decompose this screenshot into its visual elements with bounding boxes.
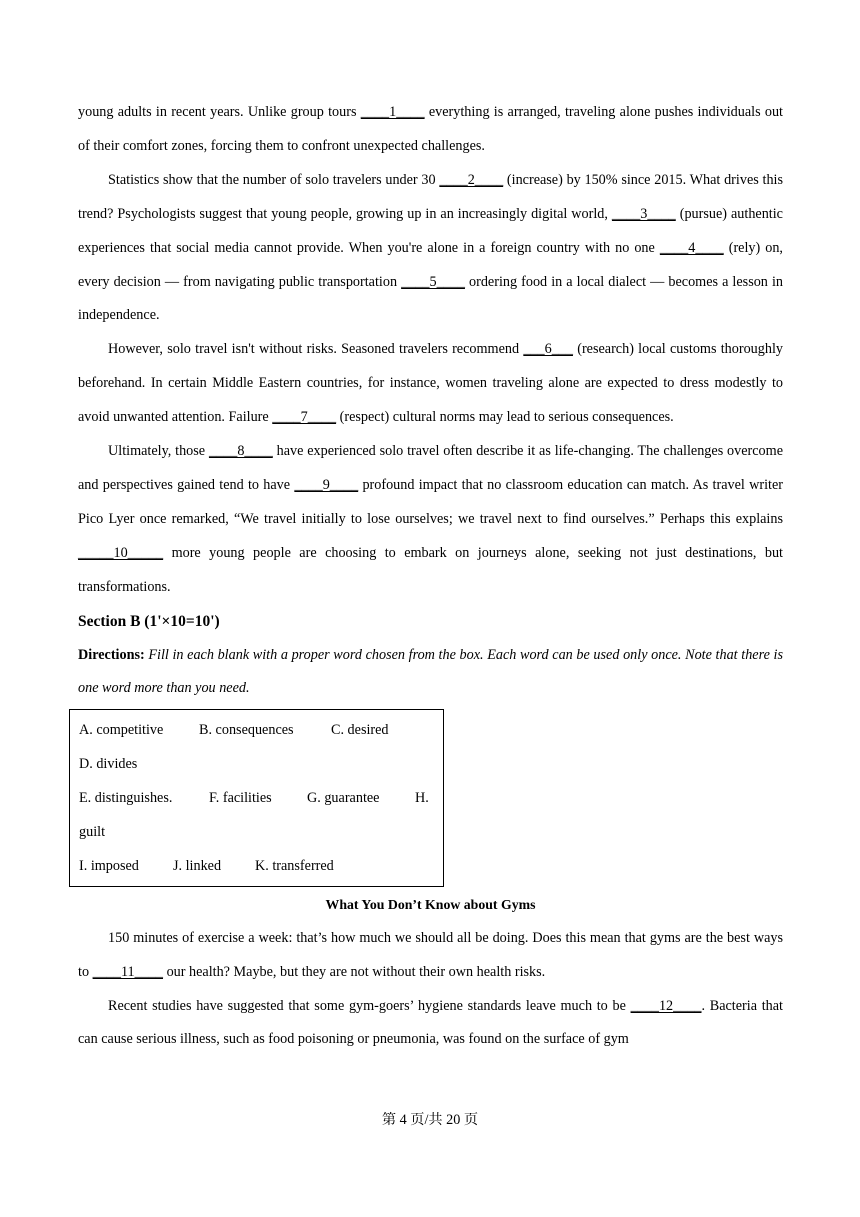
option-k: K. transferred <box>255 857 334 874</box>
option-e: E. distinguishes. <box>79 790 173 807</box>
text: (increase) by 150% since 2015. What drives this trend? Psychologists suggest that young people, growing up in an increasingly digital world, <box>78 171 783 222</box>
option-j: J. linked <box>173 857 222 874</box>
blank-11: ____11____ <box>92 963 164 980</box>
option-d: D. divides <box>79 756 138 773</box>
blank-10: _____10_____ <box>78 544 164 561</box>
blank-6: ___6___ <box>523 341 573 358</box>
page-footer: 第 4 页/共 20 页 <box>381 1112 479 1128</box>
blank-1: ____1____ <box>360 104 425 120</box>
passage-a-paragraph-1 <box>78 96 783 164</box>
blank-8: ____8____ <box>208 443 273 460</box>
passage-a-paragraph-2 <box>78 164 783 334</box>
directions-text: Fill in each blank with a proper word chosen from the box. Each word can be used only once. Note that there is one word more than you need. <box>78 646 783 697</box>
passage-b-paragraph-2 <box>78 990 783 1058</box>
text: everything is arranged, traveling alone pushes individuals out of their comfort zones, forcing them to confront unexpected challenges. <box>78 104 783 154</box>
text: (rely) on, every decision — from navigating public transportation <box>78 239 783 290</box>
option-b: B. consequences <box>199 722 294 739</box>
text: more young people are choosing to embark on journeys alone, seeking not just destinations, but transformations. <box>78 544 783 595</box>
option-i: I. imposed <box>79 857 139 874</box>
text: profound impact that no classroom education can match. As travel writer Pico Lyer once remarked, “We travel initially to lose ourselves; we travel next to find ourselves.” Perhaps this explains <box>78 476 784 527</box>
option-a: A. competitive <box>79 722 164 739</box>
word-box-line-4 <box>79 816 443 850</box>
article-title: What You Don’t Know about Gyms <box>325 896 536 912</box>
blank-7: ____7____ <box>272 409 337 426</box>
blank-4: ____4____ <box>659 239 724 256</box>
option-h-letter: H. <box>415 790 429 807</box>
text: ordering food in a local dialect — becomes a lesson in independence. <box>78 273 783 324</box>
section-b-title: Section B (1'×10=10') <box>78 612 220 630</box>
text: 150 minutes of exercise a week: that’s how much we should all be doing. Does this mean that gyms are the best ways to <box>78 929 783 980</box>
text: young adults in recent years. Unlike group tours <box>78 104 361 120</box>
passage-b-paragraph-1 <box>78 922 783 990</box>
blank-2: ____2____ <box>439 171 504 188</box>
option-c: C. desired <box>331 722 389 739</box>
text: Statistics show that the number of solo travelers under 30 <box>108 171 440 188</box>
text: Ultimately, those <box>108 443 209 460</box>
passage-a-paragraph-4 <box>78 435 783 605</box>
blank-9: ____9____ <box>294 476 359 493</box>
text: have experienced solo travel often describe it as life-changing. The challenges overcome and perspectives gained tend to have <box>78 443 783 493</box>
text: However, solo travel isn't without risks. Seasoned travelers recommend <box>108 341 524 358</box>
option-g: G. guarantee <box>307 790 380 807</box>
text: . Bacteria that can cause serious illness, such as food poisoning or pneumonia, was found on the surface of gym <box>78 997 783 1048</box>
word-box-line-3 <box>79 782 443 816</box>
text: (respect) cultural norms may lead to serious consequences. <box>336 409 674 426</box>
document-page <box>78 96 783 1057</box>
directions <box>78 639 783 707</box>
passage-a-paragraph-3 <box>78 333 783 435</box>
word-box-line-2 <box>79 748 443 782</box>
text: (research) local customs thoroughly beforehand. In certain Middle Eastern countries, for instance, women traveling alone are expected to dress modestly to avoid unwanted attention. Failure <box>78 341 784 426</box>
word-box-line-1 <box>79 714 443 748</box>
text: (pursue) authentic experiences that social media cannot provide. When you're alone in a foreign country with no one <box>78 205 783 256</box>
word-box-line-5 <box>79 850 443 884</box>
text: our health? Maybe, but they are not without their own health risks. <box>163 963 546 980</box>
blank-5: ____5____ <box>401 273 465 290</box>
text: Recent studies have suggested that some gym-goers’ hygiene standards leave much to be <box>108 997 631 1014</box>
word-box <box>69 709 444 887</box>
option-h-word: guilt <box>79 824 106 841</box>
blank-3: ____3____ <box>611 205 676 222</box>
option-f: F. facilities <box>209 790 272 807</box>
directions-label: Directions: <box>78 646 145 663</box>
blank-12: ____12____ <box>630 997 702 1014</box>
